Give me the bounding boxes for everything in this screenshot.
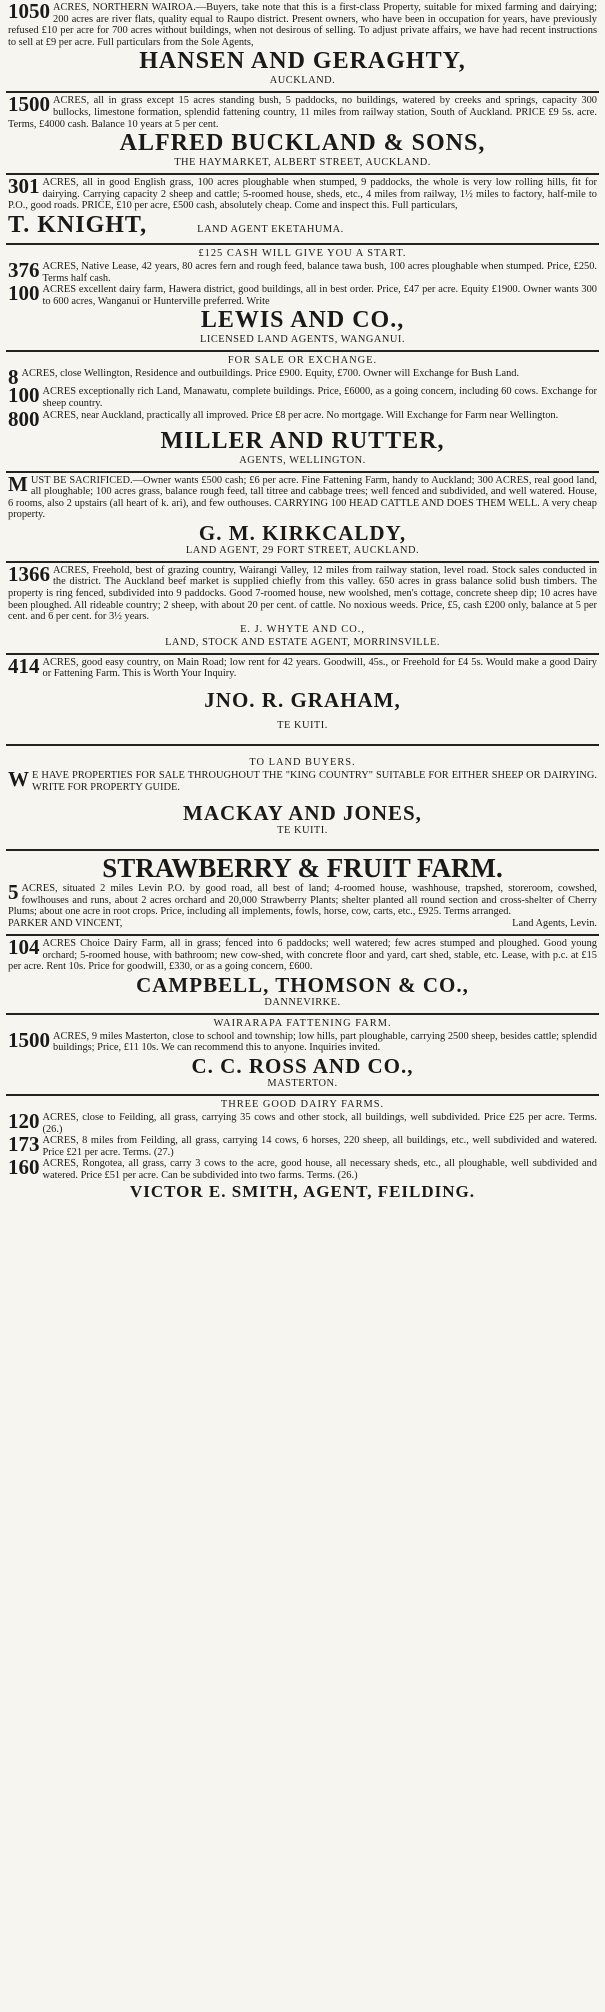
agent-name: ALFRED BUCKLAND & SONS, (119, 130, 486, 157)
ad-header: FOR SALE OR EXCHANGE. (227, 355, 378, 367)
ad-header: TO LAND BUYERS. (249, 757, 356, 769)
acreage-figure: 173 (8, 1132, 40, 1157)
acreage-figure: 160 (8, 1155, 40, 1180)
land-ad (6, 1015, 599, 1096)
land-ad (6, 352, 599, 472)
agent-location: LAND AGENT, 29 FORT STREET, AUCKLAND. (185, 544, 420, 556)
ad-text: 1500 ACRES, 9 miles Masterton, close to school and township; low hills, part ploughable, carrying 2500 sheep, besides cattle; splendid buildings; Price, £11 10s. We can recommend this to anyone. Inquiries invited. (8, 1027, 597, 1054)
ad-text: W E HAVE PROPERTIES FOR SALE THROUGHOUT THE "KING COUNTRY" SUITABLE FOR EITHER SHEEP OR DAIRYING. WRITE FOR PROPERTY GUIDE. (8, 767, 597, 793)
ad-item: 376 ACRES, Native Lease, 42 years, 80 acres fern and rough feed, balance tawa bush, 100 acres ploughable when stumped. Price, £250. Terms half cash. (8, 257, 597, 284)
acreage-figure: 1050 (8, 0, 50, 23)
agent-location: MASTERTON. (267, 1077, 338, 1089)
ad-text: 1050 ACRES, NORTHERN WAIROA.—Buyers, take note that this is a first-class Property, suitable for mixed farming and dairying; 200 acres are river flats, quality equal to Raupo district. Present owners, who have been in occupation for years, have previously refused £10 per acre for 700 acres without buildings, when not desirous of selling. To adjust private affairs, we have had recent instructions to sell at £9 per acre. Full particulars from the Sole Agents, (8, 0, 597, 48)
agent-location: TE KUITI. (277, 720, 328, 732)
acreage-figure: 1500 (8, 1027, 50, 1052)
agent-location: AGENTS, WELLINGTON. (239, 454, 366, 466)
land-ad (6, 175, 599, 245)
agent-name: C. C. ROSS AND CO., (191, 1053, 414, 1078)
agent-location: DANNEVIRKE. (264, 996, 341, 1008)
ad-header: WAIRARAPA FATTENING FARM. (213, 1017, 392, 1029)
agent-location: LICENSED LAND AGENTS, WANGANUI. (200, 334, 405, 346)
land-ad (6, 1096, 599, 1206)
ad-item: 8 ACRES, close Wellington, Residence and outbuildings. Price £900. Equity, £700. Owner will Exchange for Bush Land. (8, 365, 520, 390)
acreage-figure: 100 (8, 281, 40, 306)
acreage-figure: 301 (8, 174, 40, 199)
agent-location: TE KUITI. (277, 825, 328, 837)
agent-name: MILLER AND RUTTER, (160, 427, 445, 454)
drop-cap: W (8, 767, 29, 792)
agent-name: MACKAY AND JONES, (183, 801, 422, 826)
land-ad (6, 851, 599, 936)
agent-location: AUCKLAND. (269, 75, 336, 87)
ad-text: MUST BE SACRIFICED.—Owner wants £500 cash; £6 per acre. Fine Fattening Farm, handy to Auckland; 300 ACRES, real good land, all ploughable; 100 acres grass, balance rough feed, tall titree and cabbage trees; well fenced and subdivided, and well watered. House, 6 rooms, also 2 upstairs (all heart of k. ari), and few outhouses. CARRYING 100 HEAD CATTLE AND DOES THEM WELL. A very cheap property. (8, 471, 597, 521)
land-ad (6, 93, 599, 175)
ad-header: THREE GOOD DAIRY FARMS. (220, 1098, 385, 1110)
agent-name: G. M. KIRKCALDY, (198, 520, 407, 545)
ad-header: £125 CASH WILL GIVE YOU A START. (198, 247, 407, 259)
ad-text: 104 ACRES Choice Dairy Farm, all in grass; fenced into 6 paddocks; well watered; few acres stumped and ploughed. Good young orchard; 5-roomed house, with bathroom; new cow-shed, with concrete floor and yard, cart shed, stable, etc. Lease, with p.c. at £15 per acre. Rent 10s. Price for goodwill, £330, or as a going concern, £600. (8, 935, 597, 973)
land-ad (6, 0, 599, 93)
acreage-figure: 5 (8, 880, 19, 905)
agent-name: JNO. R. GRAHAM, (204, 688, 401, 713)
agent-row (8, 918, 597, 930)
agent-name: T. KNIGHT, (8, 211, 148, 238)
ad-item: 160 ACRES, Rongotea, all grass, carry 3 cows to the acre, good house, all necessary sheds, etc., all ploughable, well subdivided and watered. Price £51 per acre. Can be subdivided into two farms. Terms. (26.) (8, 1155, 597, 1181)
land-ad (6, 473, 599, 563)
acreage-figure: 376 (8, 257, 40, 282)
agent-name: LEWIS AND CO., (200, 307, 405, 334)
land-ad (6, 936, 599, 1015)
ad-text: 5 ACRES, situated 2 miles Levin P.O. by good road, all best of land; 4-roomed house, washhouse, trapshed, storeroom, cowshed, fowlhouses and runs, about 2 acres orchard and 20,000 Strawberry Plants; shelter planted all round section and cross-shelter of Cherry Plums; about one acre in root crops. Price, including all implements, fowls, horse, cow, carts, etc., £925. Terms arranged. (8, 880, 597, 918)
acreage-figure: 104 (8, 935, 40, 959)
acreage-figure: 800 (8, 406, 40, 431)
agent-name: CAMPBELL, THOMSON & CO., (136, 972, 469, 997)
ad-text: 1366 ACRES, Freehold, best of grazing country, Wairangi Valley, 12 miles from railway station, level road. Stock sales conducted in the district. The Auckland beef market is supplied chiefly from this valley. 650 acres in grass balance solid bush timbers. The property is ring fenced, subdivided into 9 paddocks. Good 7-roomed house, new woolshed, men's cottage, concrete sheep dip; 10 acres have been ploughed. All rideable country; 2 sheep, with about 20 per cent. of cattle. No noxious weeds. Price, £5, cash £200 only, balance at 5 per cent. and 6 per cent. for 3½ years. (8, 561, 597, 623)
ad-item: 100 ACRES exceptionally rich Land, Manawatu, complete buildings. Price, £6000, as a going concern, including 60 cows. Exchange for sheep country. (8, 383, 597, 409)
ad-text: 301 ACRES, all in good English grass, 100 acres ploughable when stumped, 9 paddocks, the whole is very low rolling hills, fit for dairying. Carrying capacity 2 sheep and cattle; 5-roomed house, sheds, etc., 4 miles from railway, 1½ miles to factory, half-mile to P.O., good roads. PRICE, £10 per acre, £500 cash, absolutely cheap. Come and inspect this. Full particulars, (8, 174, 597, 212)
land-ad (6, 245, 599, 352)
acreage-figure: 120 (8, 1108, 40, 1133)
acreage-figure: 414 (8, 653, 40, 678)
ad-text: 414 ACRES, good easy country, on Main Road; low rent for 42 years. Goodwill, 45s., or Freehold for £4 5s. Would make a good Dairy or Fattening Farm. This is Worth Your Inquiry. (8, 653, 597, 680)
agent-name: HANSEN AND GERAGHTY, (139, 48, 466, 75)
ad-item: 800 ACRES, near Auckland, practically all improved. Price £8 per acre. No mortgage. Will Exchange for Farm near Wellington. (8, 406, 559, 431)
agent-name: E. J. WHYTE AND CO., (240, 623, 365, 635)
land-ad (6, 655, 599, 746)
agent-location: LAND, STOCK AND ESTATE AGENT, MORRINSVILLE. (165, 636, 440, 648)
agent-name: PARKER AND VINCENT, (8, 918, 123, 929)
drop-cap: M (8, 471, 28, 496)
agent-row (8, 212, 597, 239)
acreage-figure: 1366 (8, 561, 50, 586)
acreage-figure: 100 (8, 383, 40, 408)
land-ad (6, 746, 599, 851)
agent-location: Land Agents, Levin. (512, 918, 597, 929)
ad-text: 1500 ACRES, all in grass except 15 acres standing bush, 5 paddocks, no buildings, watered by creeks and springs, capacity 300 bullocks, limestone formation, splendid fattening country, 11 miles from railway station, South of Auckland. PRICE £9 5s. acre. Terms, £4000 cash. Balance 10 years at 5 per cent. (8, 92, 597, 130)
ad-item: 173 ACRES, 8 miles from Feilding, all grass, carrying 14 cows, 6 horses, 220 sheep, all buildings, etc., well subdivided and watered. Price £21 per acre. Terms. (27.) (8, 1132, 597, 1158)
ad-item: 100 ACRES excellent dairy farm, Hawera district, good buildings, all in best order. Price, £47 per acre. Equity £1900. Owner wants 300 to 600 acres, Wanganui or Hunterville preferred. Write (8, 281, 597, 307)
agent-location: LAND AGENT EKETAHUMA. (197, 223, 344, 235)
agent-name: VICTOR E. SMITH, AGENT, FEILDING. (129, 1181, 476, 1201)
land-ad (6, 563, 599, 655)
ad-item: 120 ACRES, close to Feilding, all grass, carrying 35 cows and other stock, all buildings, well subdivided. Price £25 per acre. Terms. (26.) (8, 1108, 597, 1135)
acreage-figure: 1500 (8, 92, 50, 117)
acreage-figure: 8 (8, 365, 19, 390)
agent-location: THE HAYMARKET, ALBERT STREET, AUCKLAND. (174, 157, 431, 169)
ad-title: STRAWBERRY & FRUIT FARM. (102, 853, 503, 884)
